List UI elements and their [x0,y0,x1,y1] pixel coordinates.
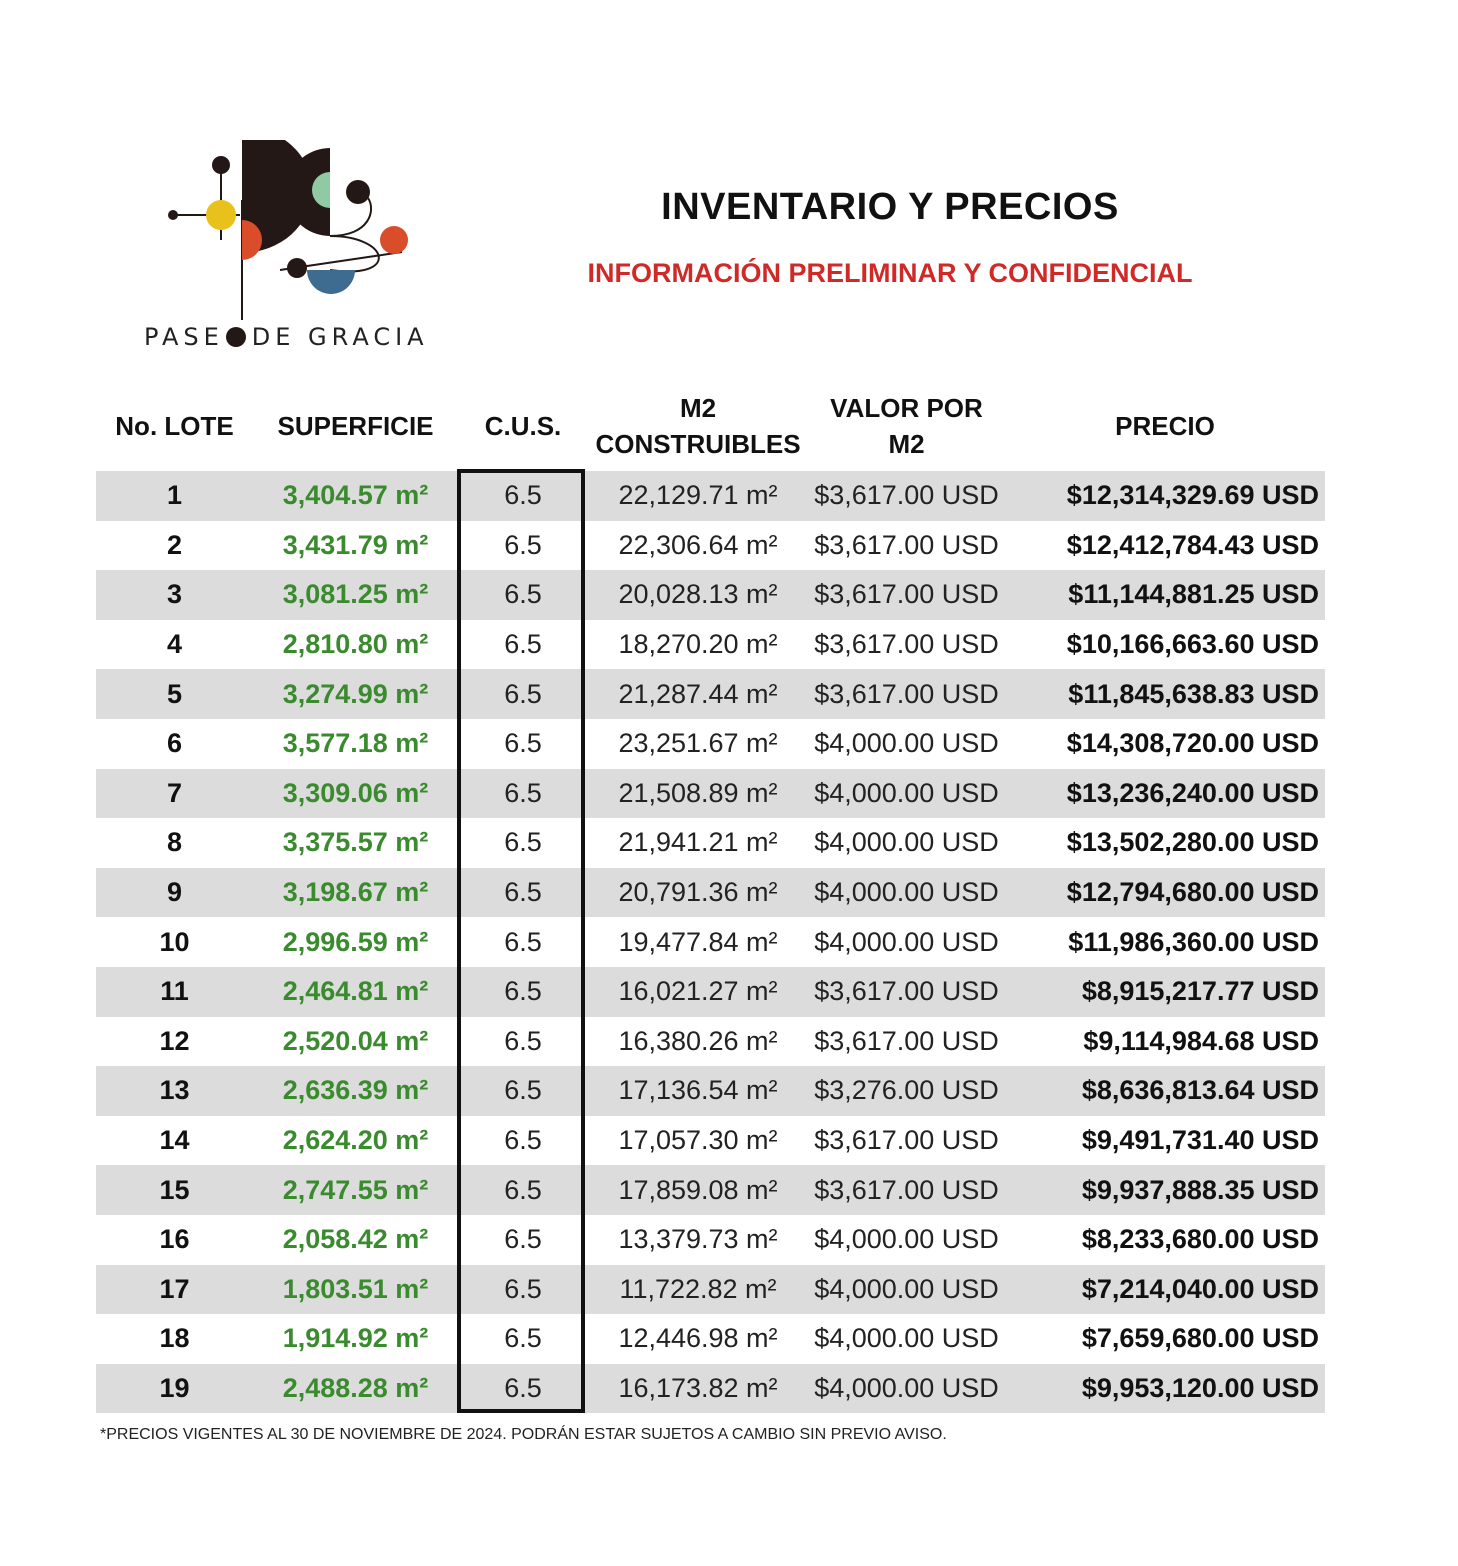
cell-valor: $3,617.00 USD [814,678,999,709]
cell-superficie: 2,747.55 m² [282,1174,429,1205]
col-header-valor [808,390,1005,462]
col-header-valor-line1: VALOR POR [830,393,983,423]
cell-cus: 6.5 [504,976,542,1007]
cell-superficie: 3,375.57 m² [282,827,429,858]
cell-lote: 5 [166,678,183,709]
cell-superficie: 3,431.79 m² [282,529,429,560]
cell-cus: 6.5 [504,1224,542,1255]
cell-precio: $7,659,680.00 USD [1081,1323,1319,1354]
cell-precio: $9,491,731.40 USD [1081,1125,1319,1156]
table-row [96,769,1325,819]
cell-valor: $4,000.00 USD [814,777,999,808]
cell-valor: $4,000.00 USD [814,877,999,908]
cell-valor: $3,617.00 USD [814,629,999,660]
cell-valor: $4,000.00 USD [814,827,999,858]
cell-precio: $10,166,663.60 USD [1066,629,1319,660]
cell-m2: 20,791.36 m² [618,877,778,908]
cell-superficie: 3,404.57 m² [282,480,429,511]
cell-superficie: 1,914.92 m² [282,1323,429,1354]
cell-lote: 16 [159,1224,190,1255]
cell-m2: 17,057.30 m² [618,1125,778,1156]
col-header-m2 [588,390,808,462]
cell-valor: $4,000.00 USD [814,1273,999,1304]
cell-precio: $8,915,217.77 USD [1081,976,1319,1007]
table-row [96,1165,1325,1215]
cell-precio: $11,986,360.00 USD [1068,926,1319,957]
cell-lote: 1 [166,480,183,511]
cell-m2: 20,028.13 m² [618,579,778,610]
cell-m2: 11,722.82 m² [619,1273,777,1304]
cell-m2: 12,446.98 m² [618,1323,778,1354]
cell-superficie: 3,577.18 m² [282,728,429,759]
cell-m2: 22,129.71 m² [618,480,778,511]
col-header-precio: PRECIO [1115,411,1215,441]
table-row [96,521,1325,571]
table-row [96,1017,1325,1067]
cell-cus: 6.5 [504,1125,542,1156]
cell-valor: $4,000.00 USD [814,1224,999,1255]
logo-name-left: PASE [144,323,224,351]
cell-m2: 21,941.21 m² [618,827,778,858]
col-header-lote: No. LOTE [115,411,234,441]
cell-m2: 21,287.44 m² [618,678,778,709]
cell-superficie: 3,198.67 m² [282,877,429,908]
table-row [96,471,1325,521]
cell-precio: $9,114,984.68 USD [1083,1025,1319,1056]
cell-cus: 6.5 [504,480,542,511]
cell-lote: 9 [166,877,183,908]
cell-m2: 23,251.67 m² [618,728,778,759]
table-row [96,669,1325,719]
cell-m2: 17,136.54 m² [618,1075,778,1106]
cell-cus: 6.5 [504,1075,542,1106]
cell-m2: 22,306.64 m² [618,529,778,560]
cell-m2: 16,173.82 m² [618,1372,778,1403]
cell-lote: 7 [166,777,183,808]
cell-precio: $12,314,329.69 USD [1066,480,1319,511]
table-row [96,1066,1325,1116]
cell-valor: $3,617.00 USD [814,1025,999,1056]
cell-lote: 18 [159,1323,190,1354]
page-subtitle: INFORMACIÓN PRELIMINAR Y CONFIDENCIAL [587,258,1193,288]
cell-lote: 11 [160,976,189,1007]
table-row [96,1116,1325,1166]
cell-cus: 6.5 [504,1323,542,1354]
col-header-valor-line2: M2 [888,429,925,459]
cell-m2: 21,508.89 m² [618,777,778,808]
cell-precio: $8,636,813.64 USD [1081,1075,1319,1106]
cell-lote: 17 [159,1273,190,1304]
cell-cus: 6.5 [504,877,542,908]
cell-valor: $4,000.00 USD [814,1372,999,1403]
col-header-superficie: SUPERFICIE [277,411,434,441]
cell-lote: 12 [159,1025,190,1056]
cell-cus: 6.5 [504,579,542,610]
cell-lote: 13 [159,1075,190,1106]
cell-superficie: 3,081.25 m² [282,579,429,610]
cell-superficie: 2,520.04 m² [282,1025,429,1056]
cell-lote: 15 [159,1174,190,1205]
cell-cus: 6.5 [504,728,542,759]
table-row [96,1364,1325,1414]
cell-valor: $3,617.00 USD [814,480,999,511]
cell-superficie: 2,810.80 m² [282,629,429,660]
cell-superficie: 2,636.39 m² [282,1075,429,1106]
cell-lote: 2 [166,529,183,560]
cell-lote: 19 [159,1372,190,1403]
table-row [96,818,1325,868]
cell-superficie: 3,274.99 m² [282,678,429,709]
logo [140,140,470,360]
cell-precio: $7,214,040.00 USD [1081,1273,1319,1304]
cell-precio: $8,233,680.00 USD [1081,1224,1319,1255]
table-row [96,1265,1325,1315]
cell-m2: 17,859.08 m² [618,1174,778,1205]
cell-valor: $4,000.00 USD [814,728,999,759]
cell-cus: 6.5 [504,827,542,858]
cell-superficie: 2,996.59 m² [282,926,429,957]
cell-cus: 6.5 [504,926,542,957]
cell-cus: 6.5 [504,1273,542,1304]
cell-valor: $3,617.00 USD [814,1125,999,1156]
table-row [96,719,1325,769]
table-row [96,868,1325,918]
cell-lote: 4 [166,629,183,660]
table-row [96,917,1325,967]
cell-m2: 16,021.27 m² [618,976,778,1007]
logo-mark [140,140,470,320]
cell-valor: $4,000.00 USD [814,1323,999,1354]
inventory-table [96,471,1325,1413]
cell-superficie: 2,488.28 m² [282,1372,429,1403]
cell-valor: $3,617.00 USD [814,529,999,560]
cell-precio: $12,412,784.43 USD [1066,529,1319,560]
cell-m2: 13,379.73 m² [618,1224,778,1255]
table-row [96,570,1325,620]
cell-lote: 8 [166,827,183,858]
cell-precio: $12,794,680.00 USD [1066,877,1319,908]
logo-name-right: DE GRACIA [251,323,429,351]
logo-wordmark [144,323,429,351]
col-header-m2-line1: M2 [679,393,717,423]
cell-precio: $11,144,881.25 USD [1068,579,1319,610]
cell-valor: $3,617.00 USD [814,976,999,1007]
cell-precio: $11,845,638.83 USD [1068,678,1319,709]
cell-lote: 14 [159,1125,190,1156]
footnote: *PRECIOS VIGENTES AL 30 DE NOVIEMBRE DE 2024. PODRÁN ESTAR SUJETOS A CAMBIO SIN PREVIO AVISO. [100,1426,947,1443]
cell-m2: 18,270.20 m² [618,629,778,660]
cell-m2: 19,477.84 m² [618,926,778,957]
cell-cus: 6.5 [504,678,542,709]
cell-cus: 6.5 [504,1174,542,1205]
cell-valor: $3,276.00 USD [814,1075,999,1106]
cell-precio: $14,308,720.00 USD [1066,728,1319,759]
cell-superficie: 2,058.42 m² [282,1224,429,1255]
cell-valor: $4,000.00 USD [814,926,999,957]
cell-m2: 16,380.26 m² [618,1025,778,1056]
cell-precio: $9,937,888.35 USD [1081,1174,1319,1205]
cell-precio: $13,502,280.00 USD [1066,827,1319,858]
col-header-cus: C.U.S. [484,411,562,441]
page-title: INVENTARIO Y PRECIOS [661,186,1119,228]
cell-valor: $3,617.00 USD [814,579,999,610]
cell-cus: 6.5 [504,1372,542,1403]
cell-superficie: 2,624.20 m² [282,1125,429,1156]
cell-precio: $9,953,120.00 USD [1081,1372,1319,1403]
cell-precio: $13,236,240.00 USD [1066,777,1319,808]
cell-superficie: 2,464.81 m² [282,976,429,1007]
cell-superficie: 3,309.06 m² [282,777,429,808]
cell-lote: 3 [166,579,183,610]
cell-cus: 6.5 [504,529,542,560]
cell-superficie: 1,803.51 m² [282,1273,429,1304]
table-row [96,620,1325,670]
table-row [96,967,1325,1017]
col-header-m2-line2: CONSTRUIBLES [595,429,801,459]
table-row [96,1314,1325,1364]
cell-lote: 6 [166,728,183,759]
cell-cus: 6.5 [504,1025,542,1056]
cell-lote: 10 [159,926,190,957]
cell-cus: 6.5 [504,777,542,808]
cell-valor: $3,617.00 USD [814,1174,999,1205]
cell-cus: 6.5 [504,629,542,660]
table-row [96,1215,1325,1265]
logo-dot-icon [226,327,246,347]
